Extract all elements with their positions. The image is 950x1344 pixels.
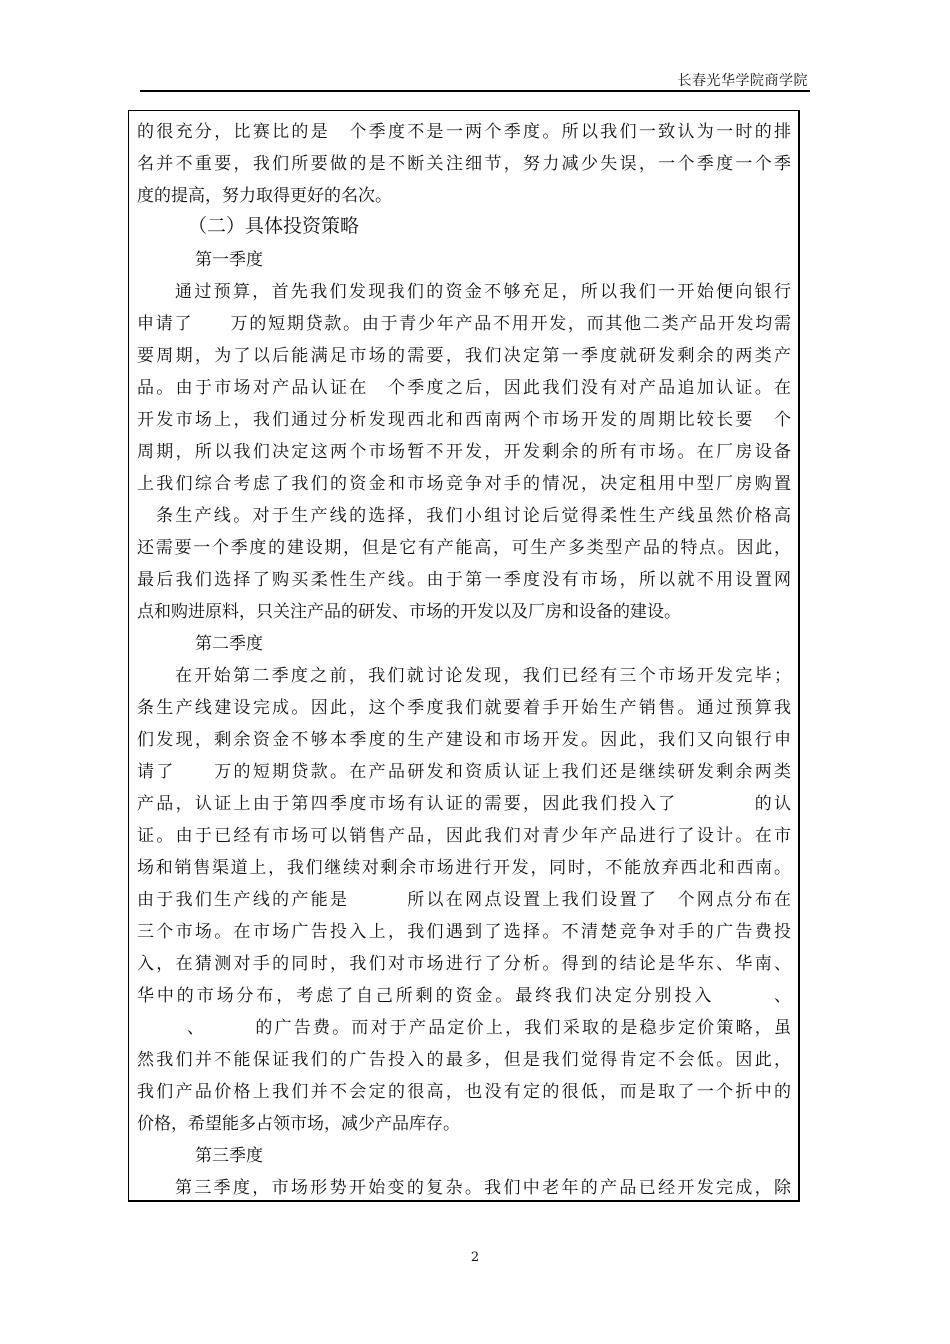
text-line: 最后我们选择了购买柔性生产线。由于第一季度没有市场，所以就不用设置网 — [137, 570, 791, 590]
text-line: 品。由于市场对产品认证在 个季度之后，因此我们没有对产品追加认证。在 — [137, 378, 791, 398]
text-line: 华中的市场分布，考虑了自己所剩的资金。最终我们决定分别投入 、 — [137, 986, 791, 1006]
text-line: 第三季度，市场形势开始变的复杂。我们中老年的产品已经开发完成，除 — [175, 1178, 791, 1198]
subsection-heading: 第二季度 — [195, 634, 263, 654]
text-line: 上我们综合考虑了我们的资金和市场竞争对手的情况，决定租用中型厂房购置 — [137, 474, 791, 494]
text-line: 度的提高，努力取得更好的名次。 — [137, 186, 392, 206]
text-line: 、 的广告费。而对于产品定价上，我们采取的是稳步定价策略，虽 — [187, 1018, 791, 1038]
text-line: 请了 万的短期贷款。在产品研发和资质认证上我们还是继续研发剩余两类 — [137, 762, 791, 782]
text-line: 场和销售渠道上，我们继续对剩余市场进行开发，同时，不能放弃西北和西南。 — [137, 858, 791, 878]
text-line: 点和购进原料，只关注产品的研发、市场的开发以及厂房和设备的建设。 — [137, 602, 681, 622]
text-line: 价格，希望能多占领市场，减少产品库存。 — [137, 1114, 460, 1134]
text-line: 还需要一个季度的建设期，但是它有产能高，可生产多类型产品的特点。因此， — [137, 538, 791, 558]
text-line: 们发现，剩余资金不够本季度的生产建设和市场开发。因此，我们又向银行申 — [137, 730, 791, 750]
text-line: 在开始第二季度之前，我们就讨论发现，我们已经有三个市场开发完毕； — [175, 666, 791, 686]
text-line: 的很充分，比赛比的是 个季度不是一两个季度。所以我们一致认为一时的排 — [137, 122, 791, 142]
text-line: 由于我们生产线的产能是 所以在网点设置上我们设置了 个网点分布在 — [137, 890, 791, 910]
text-line: 条生产线。对于生产线的选择，我们小组讨论后觉得柔性生产线虽然价格高 — [156, 506, 791, 526]
header-rule — [140, 90, 810, 92]
subsection-heading: 第一季度 — [195, 250, 263, 270]
text-line: 通过预算，首先我们发现我们的资金不够充足，所以我们一开始便向银行 — [175, 282, 791, 302]
text-line: 要周期，为了以后能满足市场的需要，我们决定第一季度就研发剩余的两类产 — [137, 346, 791, 366]
section-heading: （二）具体投资策略 — [188, 215, 360, 237]
subsection-heading: 第三季度 — [195, 1146, 263, 1166]
text-line: 我们产品价格上我们并不会定的很高，也没有定的很低，而是取了一个折中的 — [137, 1082, 791, 1102]
header-school-name: 长春光华学院商学院 — [677, 73, 808, 89]
text-line: 证。由于已经有市场可以销售产品，因此我们对青少年产品进行了设计。在市 — [137, 826, 791, 846]
page-number: 2 — [470, 1250, 480, 1265]
text-line: 入，在猜测对手的同时，我们对市场进行了分析。得到的结论是华东、华南、 — [137, 954, 791, 974]
text-line: 开发市场上，我们通过分析发现西北和西南两个市场开发的周期比较长要 个 — [137, 410, 791, 430]
text-line: 申请了 万的短期贷款。由于青少年产品不用开发，而其他二类产品开发均需 — [137, 314, 791, 334]
text-line: 条生产线建设完成。因此，这个季度我们就要着手开始生产销售。通过预算我 — [137, 698, 791, 718]
text-line: 产品，认证上由于第四季度市场有认证的需要，因此我们投入了 的认 — [137, 794, 791, 814]
text-line: 然我们并不能保证我们的广告投入的最多，但是我们觉得肯定不会低。因此， — [137, 1050, 791, 1070]
text-frame — [128, 110, 800, 1202]
text-line: 三个市场。在市场广告投入上，我们遇到了选择。不清楚竞争对手的广告费投 — [137, 922, 791, 942]
text-line: 名并不重要，我们所要做的是不断关注细节，努力减少失误，一个季度一个季 — [137, 154, 791, 174]
text-line: 周期，所以我们决定这两个市场暂不开发，开发剩余的所有市场。在厂房设备 — [137, 442, 791, 462]
